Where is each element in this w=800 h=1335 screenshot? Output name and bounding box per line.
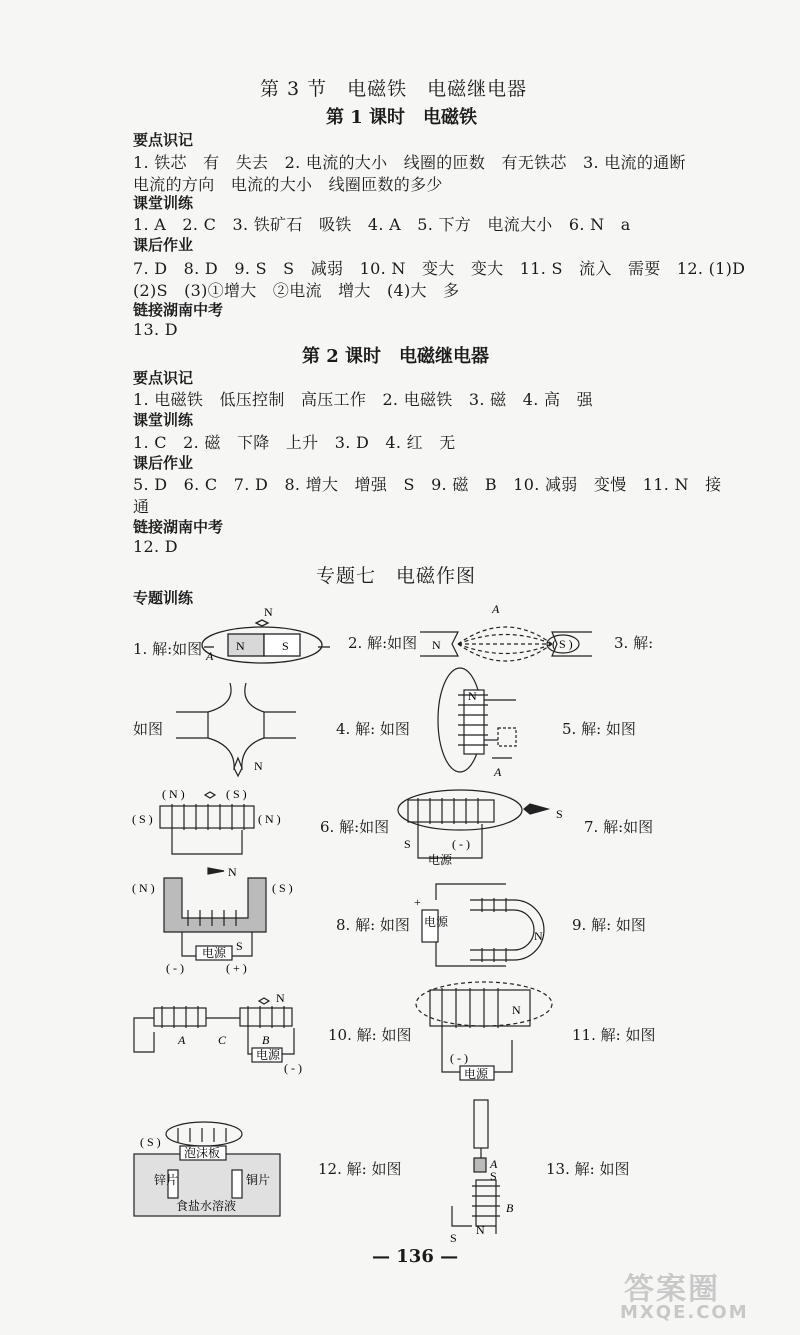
fig7-plus: ( + ) [226,961,247,975]
fig1-a: A [206,649,214,663]
fig2-s: ( S ) [552,637,573,651]
fig7-power: 电源 [202,946,227,960]
topic-title: 专题七 电磁作图 [316,565,477,587]
answer-line: 1. A 2. C 3. 铁矿石 吸铁 4. A 5. 下方 电流大小 6. N a [133,215,631,234]
answer-line: 13. D [133,320,178,339]
fig1-s: S [282,639,289,653]
answer-line: 1. 电磁铁 低压控制 高压工作 2. 电磁铁 3. 磁 4. 高 强 [133,390,593,409]
fig9-minus: ( - ) [284,1061,302,1075]
fig4-a: A [494,765,502,779]
block-label: 课堂训练 [133,411,194,429]
fig8-n: N [534,929,543,943]
fig7-minus: ( - ) [166,961,184,975]
fig11-ps: ( S ) [140,1135,161,1149]
fig3-n: N [254,759,263,773]
answer-note-5: 5. 解: 如图 [562,720,636,738]
fig12-s: S [490,1169,497,1183]
answer-note-8: 8. 解: 如图 [336,916,410,934]
answer-note-11: 11. 解: 如图 [572,1026,656,1044]
fig11-copper: 铜片 [246,1173,271,1187]
answer-line: 1. 铁芯 有 失去 2. 电流的大小 线圈的匝数 有无铁芯 3. 电流的通断 [133,153,686,172]
answer-note-1: 1. 解:如图 [133,640,203,658]
fig8-power: 电源 [424,915,449,929]
answer-note-10: 10. 解: 如图 [328,1026,412,1044]
fig6-minus: ( - ) [452,837,470,851]
fig11-bubble: 泡沫板 [184,1146,221,1160]
fig11-salt: 食盐水溶液 [176,1199,237,1213]
fig2-a: A [492,602,500,616]
fig12-s-bottom: S [450,1231,457,1245]
fig7-pn: ( N ) [132,881,155,895]
page-number: — 136 — [372,1246,459,1267]
watermark-site: MXQE.COM [620,1302,749,1323]
fig5-pn-right: ( N ) [258,812,281,826]
block-label: 课堂训练 [133,194,194,212]
answer-line: 电流的方向 电流的大小 线圈匝数的多少 [133,175,443,194]
block-label: 要点识记 [133,369,194,387]
block-label: 链接湖南中考 [133,518,224,536]
answer-line: 1. C 2. 磁 下降 上升 3. D 4. 红 无 [133,433,456,452]
answer-note-4: 4. 解: 如图 [336,720,410,738]
answer-line: (2)S (3)①增大 ②电流 增大 (4)大 多 [133,281,460,300]
fig10-power: 电源 [464,1067,489,1081]
fig12-n: N [476,1223,485,1237]
fig9-b: B [262,1033,270,1047]
fig7-n: N [228,865,237,879]
fig5-ps-left: ( S ) [132,812,153,826]
fig1-needle-n: N [264,605,273,619]
block-label: 要点识记 [133,131,194,149]
block-label: 课后作业 [133,236,194,254]
answer-line: 通 [133,497,150,516]
lesson2-title: 第 2 课时 电磁继电器 [302,346,490,367]
fig8-plus: + [414,895,421,909]
fig6-switch-s: S [404,837,411,851]
answer-line: 12. D [133,537,178,556]
answer-note-3b: 如图 [133,720,164,738]
fig7-s: S [236,939,243,953]
answer-note-9: 9. 解: 如图 [572,916,646,934]
fig4-n: N [468,689,477,703]
fig6-power: 电源 [428,853,453,867]
lesson1-title: 第 1 课时 电磁铁 [326,107,478,128]
topic-label: 专题训练 [133,589,194,607]
fig12-a: A [490,1157,498,1171]
fig9-a: A [178,1033,186,1047]
fig12-b: B [506,1201,514,1215]
fig6-s: S [556,807,563,821]
fig10-n: N [512,1003,521,1017]
answer-note-7: 7. 解:如图 [584,818,654,836]
fig9-power: 电源 [256,1048,281,1062]
answer-line: 5. D 6. C 7. D 8. 增大 增强 S 9. 磁 B 10. 减弱 变慢 11. N 接 [133,475,722,494]
fig11-zinc: 锌片 [154,1173,179,1187]
fig5-ps: ( S ) [226,787,247,801]
block-label: 链接湖南中考 [133,301,224,319]
answer-note-6: 6. 解:如图 [320,818,390,836]
block-label: 课后作业 [133,454,194,472]
fig9-c: C [218,1033,227,1047]
fig9-n: N [276,991,285,1005]
answer-note-12: 12. 解: 如图 [318,1160,402,1178]
watermark-brand: 答案圈 [624,1272,720,1307]
answer-note-13: 13. 解: 如图 [546,1160,630,1178]
fig10-minus: ( - ) [450,1051,468,1065]
fig5-pn: ( N ) [162,787,185,801]
fig1-n: N [236,639,245,653]
section-title: 第 3 节 电磁铁 电磁继电器 [260,78,528,100]
answer-note-2: 2. 解:如图 [348,634,418,652]
answer-note-3: 3. 解: [614,634,654,652]
fig7-ps: ( S ) [272,881,293,895]
fig2-n: N [432,638,441,652]
answer-line: 7. D 8. D 9. S S 减弱 10. N 变大 变大 11. S 流入 需要 12. (1)D [133,259,746,278]
